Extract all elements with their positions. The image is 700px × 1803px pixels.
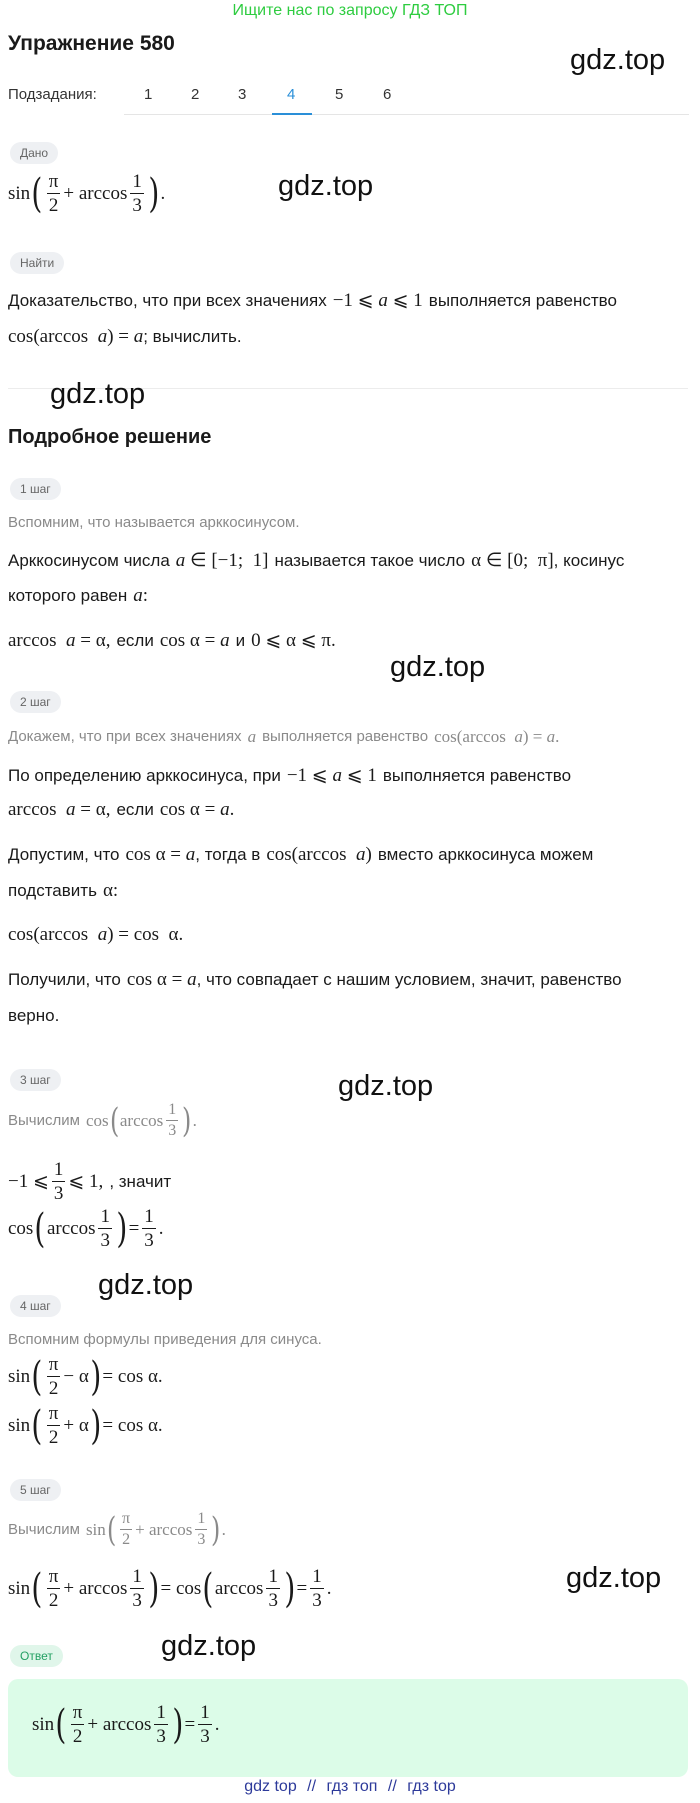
step-2-text: вместо арккосинуса можем (377, 845, 594, 864)
step-3-line-1: −1 ⩽ $\frac{1}{3}$ ⩽ 1, , значит (8, 1159, 172, 1204)
step-3-hint-text: Вычислим (8, 1111, 80, 1129)
step-4-label: 4 шаг (10, 1295, 61, 1317)
find-line-2: cos(arccos a) = a ; вычислить. (8, 326, 242, 347)
step-1-line-3: arccos a = α, если cos α = a и 0 ⩽ α ⩽ π. (8, 629, 336, 651)
step-2-text: По определению арккосинуса, при (8, 765, 281, 785)
watermark: gdz.top (338, 1070, 434, 1102)
tab-3[interactable]: 3 (238, 86, 247, 103)
step-2-text: Допустим, что (8, 845, 120, 864)
step-1-hint: Вспомним, что называется арккосинусом. (8, 514, 300, 531)
find-line-1: Доказательство, что при всех значениях −1 ⩽ a ⩽ 1 выполняется равенство (8, 290, 617, 311)
step-2-line-5: cos(arccos a) = cos α. (8, 924, 184, 945)
step-2-text: , что совпадает с нашим условием, значит, равенство (196, 970, 622, 989)
tabs-underline (124, 114, 689, 115)
footer-link-3[interactable]: гдз top (407, 1778, 456, 1795)
tab-5[interactable]: 5 (335, 86, 344, 103)
tab-2[interactable]: 2 (191, 86, 200, 103)
search-banner[interactable]: Ищите нас по запросу ГДЗ ТОП (232, 2, 468, 19)
step-2-line-7 (8, 1005, 59, 1027)
given-label: Дано (10, 142, 58, 164)
page-title: Упражнение 580 (8, 32, 175, 55)
step-1-text: которого равен (8, 586, 128, 605)
footer-links (0, 1778, 700, 1796)
step-1-line-2: которого равен a: (8, 585, 149, 606)
footer-link-2[interactable]: гдз топ (326, 1778, 378, 1795)
step-3-text: , значит (109, 1171, 172, 1191)
answer-label: Ответ (10, 1645, 63, 1667)
find-text: Доказательство, что при всех значениях (8, 290, 327, 310)
watermark: gdz.top (50, 378, 146, 410)
find-label: Найти (10, 252, 64, 274)
step-2-text: если (116, 800, 154, 819)
step-5-hint-text: Вычислим (8, 1520, 80, 1538)
solution-title: Подробное решение (8, 426, 212, 448)
answer-expression: sin ( $\frac{\pi}{2}$ + arccos $\frac{1}{3}$ ) = $\frac{1}{3}$ . (32, 1701, 220, 1748)
given-expression: sin ( $\frac{\pi}{2}$ + arccos $\frac{1}{3}$ ) . (8, 170, 166, 217)
footer-separator: // (387, 1778, 397, 1795)
footer-link-1[interactable]: gdz top (244, 1778, 297, 1795)
step-4-hint: Вспомним формулы приведения для синуса. (8, 1331, 322, 1348)
watermark: gdz.top (278, 170, 374, 202)
step-2-text: верно. (8, 1006, 60, 1025)
step-2-hint-text: Докажем, что при всех значениях (8, 728, 242, 745)
step-5-hint: Вычислим sin ( $\frac{\pi}{2}$ + arccos $\frac{1}{3}$ ) . (8, 1509, 226, 1550)
watermark: gdz.top (161, 1630, 257, 1662)
tab-4[interactable]: 4 (287, 86, 296, 103)
step-1-label: 1 шаг (10, 478, 61, 500)
find-text-b: выполняется равенство (428, 290, 617, 310)
answer-box (8, 1679, 688, 1777)
step-1-text: и (235, 630, 246, 650)
step-2-text: выполняется равенство (382, 765, 572, 785)
subtasks-label: Подзадания: (8, 86, 97, 103)
step-1-text: Арккосинусом числа (8, 550, 170, 570)
step-2-hint-text: выполняется равенство (262, 728, 429, 745)
step-1-text: если (116, 630, 154, 650)
step-2-line-6: Получили, что cos α = a , что совпадает с нашим условием, значит, равенство (8, 969, 622, 990)
step-2-line-1: По определению арккосинуса, при −1 ⩽ a ⩽ 1 выполняется равенство (8, 765, 572, 786)
watermark: gdz.top (390, 651, 486, 683)
step-2-text: Получили, что (8, 970, 121, 989)
step-5-line-1: sin ( $\frac{\pi}{2}$ + arccos $\frac{1}{3}$ ) = cos ( arccos $\frac{1}{3}$ ) = $\frac{1}{3}$ . (8, 1565, 332, 1612)
watermark: gdz.top (570, 44, 666, 76)
step-2-label: 2 шаг (10, 691, 61, 713)
step-5-label: 5 шаг (10, 1479, 61, 1501)
step-2-text: подставить (8, 881, 97, 900)
step-2-line-3: Допустим, что cos α = a , тогда в cos(arccos a) вместо арккосинуса можем (8, 844, 594, 865)
footer-separator: // (307, 1778, 317, 1795)
step-4-line-1: sin ( $\frac{\pi}{2}$ − α ) = cos α. (8, 1353, 163, 1400)
step-2-hint: Докажем, что при всех значениях a выполняется равенство cos(arccos a) = a. (8, 727, 560, 746)
step-3-line-2: cos ( arccos $\frac{1}{3}$ ) = $\frac{1}{3}$ . (8, 1205, 164, 1252)
active-tab-indicator (272, 113, 312, 115)
step-2-line-4: подставить α: (8, 880, 119, 901)
step-1-line-1: Арккосинусом числа a ∈ [−1; 1] называется такое число α ∈ [0; π] , косинус (8, 550, 625, 571)
watermark: gdz.top (98, 1269, 194, 1301)
step-3-label: 3 шаг (10, 1069, 61, 1091)
watermark: gdz.top (566, 1562, 662, 1594)
step-1-text: называется такое число (274, 550, 466, 570)
find-text-2: ; вычислить. (143, 327, 242, 346)
tab-1[interactable]: 1 (144, 86, 153, 103)
tab-6[interactable]: 6 (383, 86, 392, 103)
step-4-line-2: sin ( $\frac{\pi}{2}$ + α ) = cos α. (8, 1402, 163, 1449)
step-3-hint: Вычислим cos ( arccos $\frac{1}{3}$ ) . (8, 1100, 197, 1141)
step-1-text: , косинус (553, 550, 625, 570)
step-2-text: , тогда в (195, 845, 261, 864)
step-2-line-2: arccos a = α, если cos α = a. (8, 799, 235, 820)
